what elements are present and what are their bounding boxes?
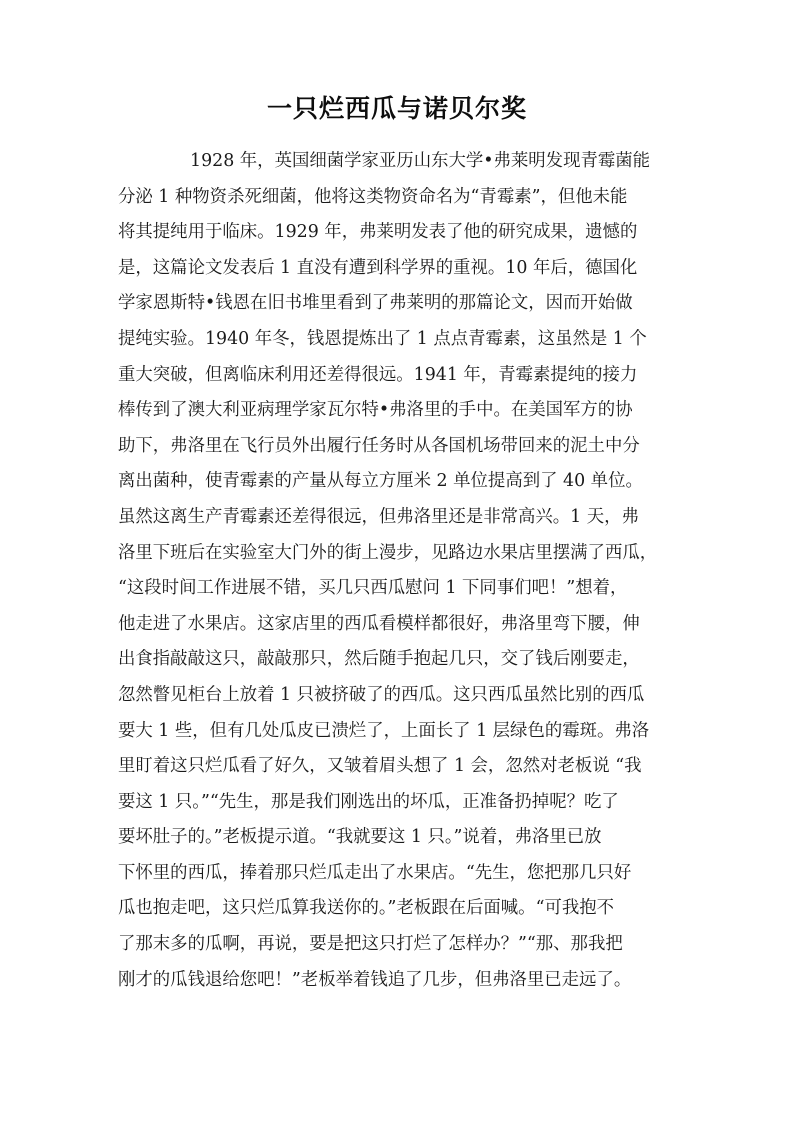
text-line-20: 要坏肚子的。”老板提示道。“我就要这 1 只。”说着，弗洛里已放 — [118, 827, 602, 848]
article-body — [118, 144, 678, 998]
text-line-9: 助下，弗洛里在飞行员外出履行任务时从各国机场带回来的泥土中分 — [118, 435, 640, 456]
text-line-17: 要大 1 些，但有几处瓜皮已溃烂了，上面长了 1 层绿色的霉斑。弗洛 — [118, 720, 650, 741]
text-line-6: 提纯实验。1940 年冬，钱恩提炼出了 1 点点青霉素，这虽然是 1 个 — [118, 328, 647, 349]
text-line-22: 瓜也抱走吧，这只烂瓜算我送你的。”老板跟在后面喊。“可我抱不 — [118, 898, 615, 919]
text-line-13: “这段时间工作进展不错，买几只西瓜慰问 1 下同事们吧！”想着， — [118, 578, 628, 599]
text-line-8: 棒传到了澳大利亚病理学家瓦尔特•弗洛里的手中。在美国军方的协 — [118, 400, 633, 421]
text-line-18: 里盯着这只烂瓜看了好久，又皱着眉头想了 1 会，忽然对老板说 “我 — [118, 756, 642, 777]
text-line-2: 分泌 1 种物资杀死细菌，他将这类物资命名为“青霉素”，但他未能 — [118, 186, 628, 207]
text-line-1: 1928 年，英国细菌学家亚历山东大学•弗莱明发现青霉菌能 — [190, 151, 651, 171]
text-line-5: 学家恩斯特•钱恩在旧书堆里看到了弗莱明的那篇论文，因而开始做 — [118, 293, 633, 314]
text-line-16: 忽然瞥见柜台上放着 1 只被挤破了的西瓜。这只西瓜虽然比别的西瓜 — [118, 684, 645, 705]
text-line-12: 洛里下班后在实验室大门外的街上漫步，见路边水果店里摆满了西瓜， — [118, 542, 658, 563]
text-line-14: 他走进了水果店。这家店里的西瓜看模样都很好，弗洛里弯下腰，伸 — [118, 613, 640, 634]
text-line-11: 虽然这离生产青霉素还差得很远，但弗洛里还是非常高兴。1 天，弗 — [118, 506, 639, 527]
text-line-19: 要这 1 只。”“先生，那是我们刚选出的坏瓜，正准备扔掉呢？吃了 — [118, 791, 619, 812]
text-line-4: 是，这篇论文发表后 1 直没有遭到科学界的重视。10 年后，德国化 — [118, 257, 638, 278]
text-line-23: 了那末多的瓜啊，再说，要是把这只打烂了怎样办？”“那、那我把 — [118, 934, 623, 955]
text-line-21: 下怀里的西瓜，捧着那只烂瓜走出了水果店。“先生，您把那几只好 — [118, 862, 632, 883]
text-line-7: 重大突破，但离临床利用还差得很远。1941 年，青霉素提纯的接力 — [118, 364, 638, 385]
text-line-10: 离出菌种，使青霉素的产量从每立方厘米 2 单位提高到了 40 单位。 — [118, 471, 643, 492]
text-line-3: 将其提纯用于临床。1929 年，弗莱明发表了他的研究成果，遗憾的 — [118, 222, 638, 243]
page-title: 一只烂西瓜与诺贝尔奖 — [266, 94, 527, 123]
text-line-24: 刚才的瓜钱退给您吧！”老板举着钱追了几步，但弗洛里已走远了。 — [118, 969, 632, 990]
text-line-15: 出食指敲敲这只，敲敲那只，然后随手抱起几只，交了钱后刚要走， — [118, 649, 640, 670]
